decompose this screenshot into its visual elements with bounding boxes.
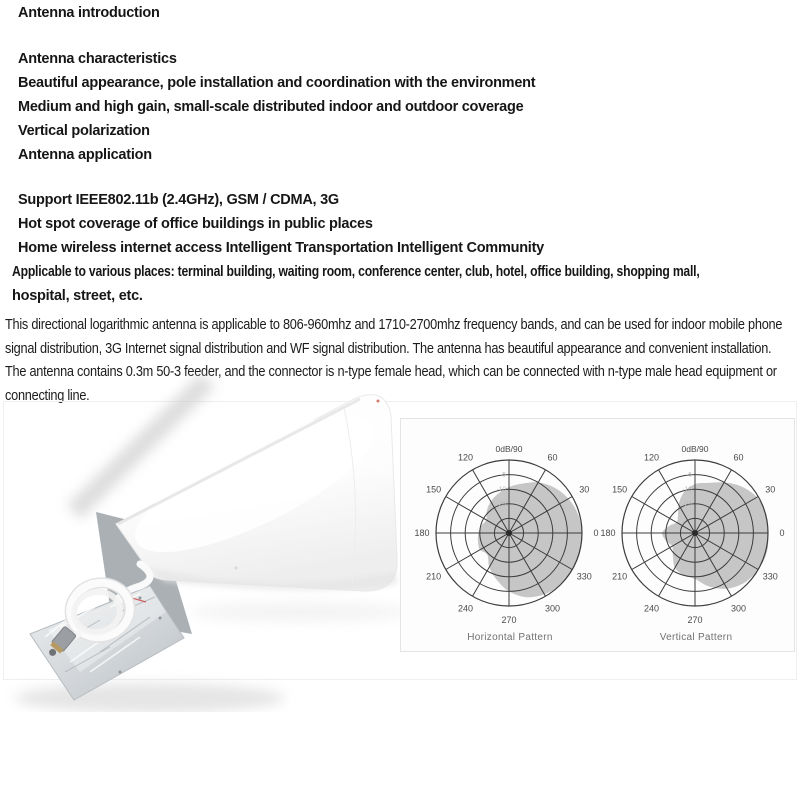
description-line: This directional logarithmic antenna is applicable to 806-960mhz and 1710-2700mhz frequency bands, and can be used for indoor mobile phone bbox=[5, 317, 783, 333]
application-line: Applicable to various places: terminal building, waiting room, conference center, club, hotel, office building, shopping mall, bbox=[12, 264, 700, 280]
characteristic-line: Vertical polarization bbox=[18, 123, 150, 139]
svg-text:180: 180 bbox=[600, 528, 616, 538]
application-line: Hot spot coverage of office buildings in public places bbox=[18, 216, 373, 232]
svg-text:0: 0 bbox=[593, 528, 599, 538]
svg-text:150: 150 bbox=[612, 484, 628, 495]
characteristic-line: Beautiful appearance, pole installation and coordination with the environment bbox=[18, 75, 536, 91]
characteristic-line: Antenna application bbox=[18, 147, 152, 163]
svg-text:300: 300 bbox=[544, 603, 561, 614]
svg-text:0dB/90: 0dB/90 bbox=[495, 444, 523, 454]
antenna-photo bbox=[0, 372, 420, 712]
application-line: Support IEEE802.11b (2.4GHz), GSM / CDMA, 3G bbox=[18, 192, 339, 208]
svg-text:60: 60 bbox=[547, 452, 558, 463]
intro-title: Antenna introduction bbox=[18, 5, 160, 21]
svg-text:0dB/90: 0dB/90 bbox=[681, 444, 709, 454]
svg-text:30: 30 bbox=[765, 484, 776, 495]
description-line: connecting line. bbox=[5, 387, 90, 404]
svg-text:60: 60 bbox=[733, 452, 744, 463]
svg-text:120: 120 bbox=[457, 452, 474, 463]
svg-text:210: 210 bbox=[426, 571, 442, 582]
chart-caption-horizontal: Horizontal Pattern bbox=[467, 632, 553, 643]
svg-text:-10: -10 bbox=[496, 486, 506, 494]
svg-text:240: 240 bbox=[457, 603, 474, 614]
application-block bbox=[12, 188, 800, 308]
svg-text:-10: -10 bbox=[682, 486, 692, 494]
description-line: The antenna contains 0.3m 50-3 feeder, and the connector is n-type female head, which can be connected with n-type male head equipment or bbox=[5, 364, 777, 380]
svg-text:-20: -20 bbox=[496, 500, 506, 508]
svg-text:330: 330 bbox=[576, 571, 592, 582]
polar-chart-horizontal bbox=[403, 419, 601, 653]
svg-text:120: 120 bbox=[643, 452, 660, 463]
svg-text:330: 330 bbox=[762, 571, 778, 582]
pattern-panel bbox=[400, 418, 795, 652]
svg-text:210: 210 bbox=[612, 571, 628, 582]
svg-text:0: 0 bbox=[779, 528, 785, 538]
svg-text:270: 270 bbox=[501, 615, 517, 625]
characteristic-line: Medium and high gain, small-scale distributed indoor and outdoor coverage bbox=[18, 99, 524, 115]
characteristics-block bbox=[18, 47, 535, 167]
application-line: hospital, street, etc. bbox=[12, 288, 143, 304]
characteristics-heading: Antenna characteristics bbox=[18, 51, 177, 67]
svg-text:30: 30 bbox=[579, 484, 590, 495]
svg-text:-5: -5 bbox=[500, 471, 506, 479]
svg-text:-20: -20 bbox=[682, 500, 692, 508]
polar-chart-vertical bbox=[589, 419, 787, 653]
chart-caption-vertical: Vertical Pattern bbox=[659, 632, 733, 643]
svg-text:300: 300 bbox=[730, 603, 747, 614]
svg-text:270: 270 bbox=[687, 615, 703, 625]
svg-text:150: 150 bbox=[426, 484, 442, 495]
description-line: signal distribution, 3G Internet signal distribution and WF signal distribution. The antenna has beautiful appearance and convenient installation. bbox=[5, 340, 772, 357]
svg-text:180: 180 bbox=[414, 528, 430, 538]
svg-text:-5: -5 bbox=[686, 471, 692, 479]
application-line: Home wireless internet access Intelligent Transportation Intelligent Community bbox=[18, 240, 544, 256]
svg-text:240: 240 bbox=[643, 603, 660, 614]
